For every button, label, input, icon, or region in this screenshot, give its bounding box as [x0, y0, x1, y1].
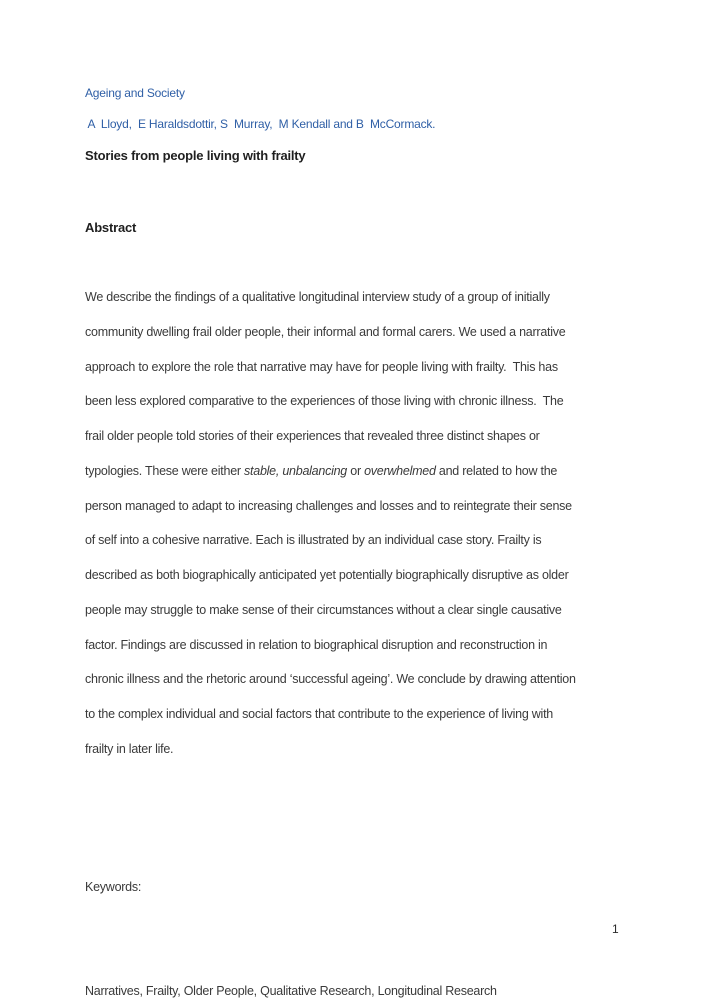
abstract-text-segment: frailty in later life. [85, 741, 174, 756]
abstract-line [85, 593, 576, 628]
keywords-list: Narratives, Frailty, Older People, Qualitative Research, Longitudinal Research [85, 983, 497, 998]
abstract-text-segment: and related to how the [435, 463, 558, 478]
abstract-line [85, 350, 576, 385]
abstract-line [85, 454, 576, 489]
abstract-text-segment: chronic illness and the rhetoric around ‘successful ageing’. We conclude by drawing attention [85, 672, 576, 687]
abstract-text-segment: or [347, 463, 365, 478]
abstract-line [85, 489, 576, 524]
abstract-line [85, 628, 576, 663]
abstract-line [85, 419, 576, 454]
abstract-heading: Abstract [85, 220, 137, 235]
abstract-text-segment: people may struggle to make sense of their circumstances without a clear single causative [85, 602, 562, 617]
keywords-label: Keywords: [85, 879, 142, 894]
abstract-text-segment: person managed to adapt to increasing challenges and losses and to reintegrate their sense [85, 498, 572, 513]
abstract-line [85, 523, 576, 558]
abstract-line [85, 315, 576, 350]
abstract-text-segment: of self into a cohesive narrative. Each is illustrated by an individual case story. Frailty is [85, 533, 542, 548]
abstract-text-segment: typologies. These were either [85, 463, 245, 478]
abstract-text-segment: to the complex individual and social factors that contribute to the experience of living with [85, 707, 553, 721]
abstract-text-segment: been less explored comparative to the experiences of those living with chronic illness. The [85, 394, 564, 409]
abstract-line [85, 384, 576, 419]
abstract-line [85, 558, 576, 593]
abstract-line [85, 732, 576, 767]
authors-line: A Lloyd, E Haraldsdottir, S Murray, M Kendall and B McCormack. [85, 117, 436, 131]
abstract-text-segment: frail older people told stories of their experiences that revealed three distinct shapes or [85, 429, 540, 443]
abstract-italic-term: stable, unbalancing [244, 463, 348, 478]
page-number: 1 [612, 922, 619, 936]
abstract-paragraph [85, 280, 576, 767]
keywords-section [85, 800, 497, 1000]
abstract-text-segment: factor. Findings are discussed in relation to biographical disruption and reconstruction in [85, 637, 548, 652]
abstract-text-segment: approach to explore the role that narrative may have for people living with frailty. This has [85, 359, 558, 374]
abstract-text-segment: community dwelling frail older people, their informal and formal carers. We used a narrative [85, 324, 566, 339]
abstract-line [85, 697, 576, 732]
journal-name: Ageing and Society [85, 86, 185, 100]
paper-title: Stories from people living with frailty [85, 148, 306, 163]
abstract-italic-term: overwhelmed [364, 463, 436, 478]
abstract-line [85, 662, 576, 697]
abstract-text-segment: We describe the findings of a qualitative longitudinal interview study of a group of initially [85, 290, 550, 304]
abstract-line [85, 280, 576, 315]
abstract-text-segment: described as both biographically anticipated yet potentially biographically disruptive as older [85, 568, 569, 582]
